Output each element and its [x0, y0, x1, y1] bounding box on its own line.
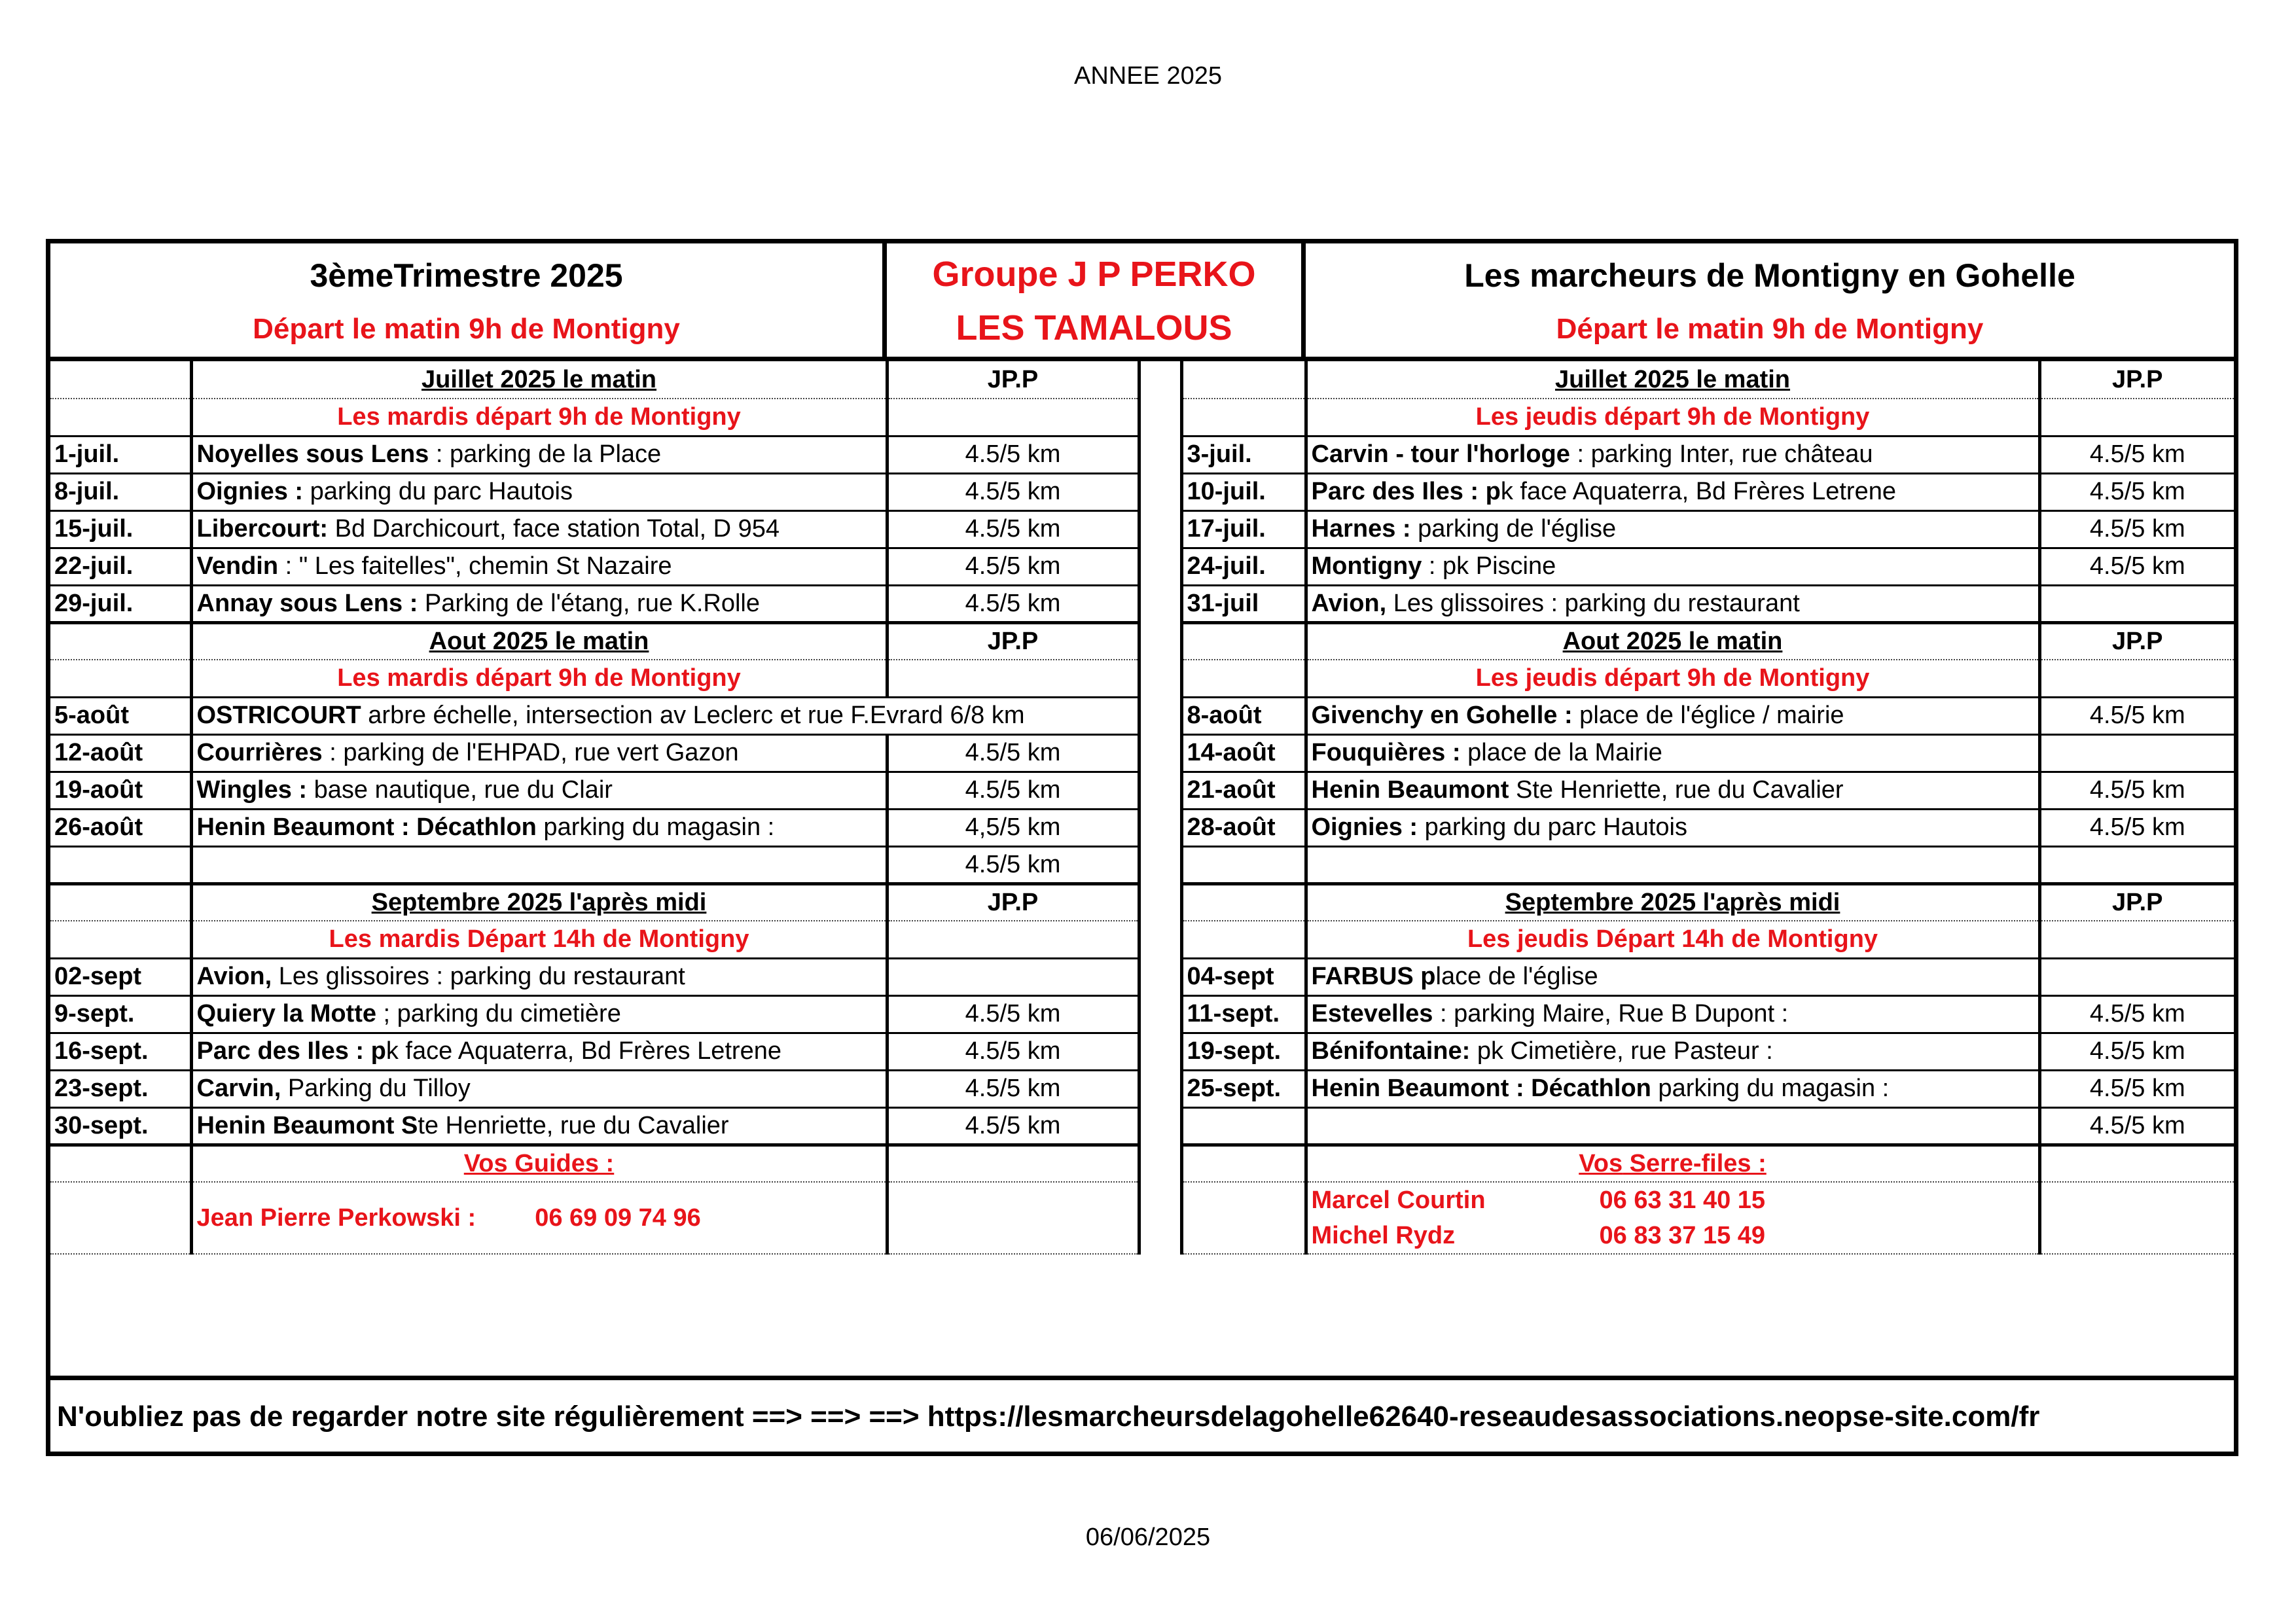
table-row — [50, 697, 2234, 734]
month-heading-tuesday: Septembre 2025 l'après midi — [191, 883, 887, 921]
walk-distance: 4,5/5 km — [887, 809, 1139, 846]
walk-location — [1306, 585, 2039, 622]
notice-text: N'oubliez pas de regarder notre site régulièrement ==> ==> ==> — [57, 1400, 927, 1433]
walk-date — [1181, 1107, 1306, 1145]
guide-column-label: JP.P — [887, 361, 1139, 399]
walk-location — [191, 772, 887, 809]
guide-column-label: JP.P — [2039, 883, 2234, 921]
serre-files-label-prefix: Vos — [1579, 1149, 1623, 1177]
walk-date: 25-sept. — [1181, 1070, 1306, 1107]
walk-place: Oignies : — [1311, 813, 1418, 841]
table-row — [50, 809, 2234, 846]
walk-distance — [2039, 846, 2234, 883]
table-row — [50, 585, 2234, 622]
walk-detail: Les glissoires : parking du restaurant — [272, 963, 685, 990]
walk-location — [1306, 958, 2039, 995]
walk-location — [191, 510, 887, 548]
walk-detail: parking du parc Hautois — [1418, 813, 1687, 841]
group-name: Groupe J P PERKO — [932, 255, 1256, 294]
serre-file-entry — [1312, 1183, 2034, 1218]
walk-place: Courrières — [196, 739, 323, 766]
walk-date: 24-juil. — [1181, 548, 1306, 585]
spacer-cell — [50, 622, 191, 660]
column-divider — [1139, 436, 1181, 473]
column-divider — [1139, 399, 1181, 436]
walk-place: Annay sous Lens : — [196, 589, 418, 617]
walk-place: Libercourt: — [196, 515, 329, 543]
spacer-cell — [2039, 660, 2234, 697]
walk-location — [191, 697, 1139, 734]
walk-distance: 4.5/5 km — [887, 772, 1139, 809]
walk-place: Carvin - tour l'horloge — [1311, 440, 1570, 468]
walk-detail: Les glissoires : parking du restaurant — [1386, 589, 1800, 617]
club-name: Les marcheurs de Montigny en Gohelle — [1464, 257, 2075, 294]
walk-place: Henin Beaumont S — [196, 1111, 418, 1139]
walk-location — [1306, 809, 2039, 846]
walk-distance: 4.5/5 km — [887, 548, 1139, 585]
walk-date — [1181, 846, 1306, 883]
walk-distance: 4.5/5 km — [2039, 436, 2234, 473]
spacer-cell — [2039, 1145, 2234, 1182]
header-left — [50, 243, 887, 361]
departure-tuesday: Les mardis Départ 14h de Montigny — [191, 921, 887, 958]
column-divider — [1139, 622, 1181, 660]
serre-file-phone: 06 83 37 15 49 — [1599, 1222, 1766, 1249]
walk-date: 1-juil. — [50, 436, 191, 473]
walk-detail: Bd Darchicourt, face station Total, D 954 — [328, 515, 780, 543]
walk-date: 9-sept. — [50, 995, 191, 1033]
page-title: ANNEE 2025 — [1073, 62, 1222, 90]
serre-files-label — [1306, 1145, 2039, 1182]
departure-note-right: Départ le matin 9h de Montigny — [1556, 313, 1984, 345]
column-divider — [1139, 734, 1181, 772]
group-subtitle: LES TAMALOUS — [956, 308, 1232, 348]
guide-contact — [191, 1182, 887, 1254]
walk-detail: Ste Henriette, rue du Cavalier — [1509, 776, 1844, 804]
column-divider — [1139, 883, 1181, 921]
walk-detail: base nautique, rue du Clair — [307, 776, 613, 804]
departure-note-left: Départ le matin 9h de Montigny — [253, 313, 680, 345]
walk-date: 17-juil. — [1181, 510, 1306, 548]
column-divider — [1139, 846, 1181, 883]
walk-date: 16-sept. — [50, 1033, 191, 1070]
walk-date: 8-août — [1181, 697, 1306, 734]
walk-distance: 4.5/5 km — [887, 585, 1139, 622]
walk-location — [191, 548, 887, 585]
walk-distance: 4.5/5 km — [2039, 772, 2234, 809]
column-divider — [1139, 1033, 1181, 1070]
spacer-cell — [50, 399, 191, 436]
walk-place: Montigny — [1311, 552, 1422, 580]
guide-column-label: JP.P — [887, 883, 1139, 921]
walk-detail: parking du parc Hautois — [303, 478, 573, 505]
walk-detail: : " Les faitelles", chemin St Nazaire — [278, 552, 672, 580]
walk-detail: : parking Maire, Rue B Dupont : — [1433, 1000, 1789, 1027]
serre-files-label-text: Serre-files : — [1623, 1149, 1767, 1177]
walk-date: 8-juil. — [50, 473, 191, 510]
spacer-cell — [887, 1182, 1139, 1254]
walk-date: 26-août — [50, 809, 191, 846]
website-link[interactable]: https://lesmarcheursdelagohelle62640-reseaudesassociations.neopse-site.com/fr — [927, 1400, 2040, 1433]
walk-location — [191, 1070, 887, 1107]
walks-grid-body — [50, 361, 2234, 1254]
walk-date: 5-août — [50, 697, 191, 734]
column-divider — [1139, 1145, 1181, 1182]
table-row — [50, 436, 2234, 473]
spacer-cell — [50, 660, 191, 697]
walk-place: OSTRICOURT — [196, 702, 361, 729]
walk-detail: arbre échelle, intersection av Leclerc et rue F.Evrard 6/8 km — [361, 702, 1025, 729]
walk-location — [1306, 697, 2039, 734]
spacer-cell — [1181, 622, 1306, 660]
walk-location — [191, 1107, 887, 1145]
walk-detail: ; parking du cimetière — [376, 1000, 621, 1027]
departure-thursday: Les jeudis Départ 14h de Montigny — [1306, 921, 2039, 958]
table-row — [50, 958, 2234, 995]
table-row — [50, 921, 2234, 958]
column-divider — [1139, 697, 1181, 734]
walk-place: Fouquières : — [1311, 739, 1461, 766]
document-date: 06/06/2025 — [1085, 1524, 1211, 1551]
walk-place: Carvin, — [196, 1075, 281, 1102]
walk-location — [191, 958, 887, 995]
table-row — [50, 995, 2234, 1033]
walk-distance: 4.5/5 km — [2039, 1107, 2234, 1145]
walk-date: 29-juil. — [50, 585, 191, 622]
month-heading-thursday: Juillet 2025 le matin — [1306, 361, 2039, 399]
column-divider — [1139, 958, 1181, 995]
walk-distance: 4.5/5 km — [2039, 1070, 2234, 1107]
month-heading-thursday: Septembre 2025 l'après midi — [1306, 883, 2039, 921]
table-row — [50, 361, 2234, 399]
guide-column-label: JP.P — [2039, 361, 2234, 399]
walk-place: Avion, — [196, 963, 272, 990]
walk-detail: parking de l'église — [1410, 515, 1617, 543]
spacer-cell — [50, 1182, 191, 1254]
table-row — [50, 734, 2234, 772]
walk-date: 28-août — [1181, 809, 1306, 846]
walk-location — [191, 436, 887, 473]
walk-date: 30-sept. — [50, 1107, 191, 1145]
walk-detail: parking du magasin : — [536, 813, 775, 841]
walk-place: Estevelles — [1311, 1000, 1433, 1027]
column-divider — [1139, 772, 1181, 809]
walk-location — [1306, 436, 2039, 473]
departure-tuesday: Les mardis départ 9h de Montigny — [191, 660, 887, 697]
header-center — [887, 243, 1306, 361]
walk-place: Quiery la Motte — [196, 1000, 376, 1027]
table-row — [50, 622, 2234, 660]
column-divider — [1139, 473, 1181, 510]
table-row — [50, 1033, 2234, 1070]
departure-thursday: Les jeudis départ 9h de Montigny — [1306, 660, 2039, 697]
walk-date: 10-juil. — [1181, 473, 1306, 510]
walk-detail: : pk Piscine — [1422, 552, 1556, 580]
column-divider — [1139, 809, 1181, 846]
walk-date: 14-août — [1181, 734, 1306, 772]
walk-detail: Parking du Tilloy — [281, 1075, 471, 1102]
guides-label: Vos Guides : — [191, 1145, 887, 1182]
walk-detail: te Henriette, rue du Cavalier — [418, 1111, 729, 1139]
walk-place: Oignies : — [196, 478, 304, 505]
spacer-cell — [1181, 1145, 1306, 1182]
walk-detail: place de l'églice / mairie — [1572, 702, 1844, 729]
spacer-cell — [887, 660, 1139, 697]
walk-date: 19-sept. — [1181, 1033, 1306, 1070]
walk-distance: 4.5/5 km — [887, 436, 1139, 473]
walk-location — [191, 585, 887, 622]
walk-place: Bénifontaine: — [1311, 1037, 1471, 1065]
walk-detail: Parking de l'étang, rue K.Rolle — [418, 589, 761, 617]
walk-place: Parc des Iles : p — [196, 1037, 386, 1065]
column-divider — [1139, 548, 1181, 585]
walk-place: Parc des Iles : p — [1311, 478, 1501, 505]
walk-distance: 4.5/5 km — [2039, 510, 2234, 548]
walk-distance: 4.5/5 km — [887, 1107, 1139, 1145]
spacer-cell — [1181, 399, 1306, 436]
walk-distance: 4.5/5 km — [887, 995, 1139, 1033]
guide-column-label: JP.P — [887, 622, 1139, 660]
month-heading-tuesday: Aout 2025 le matin — [191, 622, 887, 660]
walk-distance: 4.5/5 km — [2039, 995, 2234, 1033]
walk-location — [191, 734, 887, 772]
walk-detail: lace de l'église — [1435, 963, 1598, 990]
column-divider — [1139, 1070, 1181, 1107]
column-divider — [1139, 921, 1181, 958]
walk-distance — [2039, 585, 2234, 622]
walk-detail: : parking de la Place — [429, 440, 662, 468]
spacer-cell — [887, 1145, 1139, 1182]
walk-location — [1306, 1070, 2039, 1107]
walk-location — [191, 809, 887, 846]
walk-distance: 4.5/5 km — [887, 1070, 1139, 1107]
walk-date: 31-juil — [1181, 585, 1306, 622]
walk-place: Henin Beaumont : Décathlon — [196, 813, 537, 841]
walk-date: 22-juil. — [50, 548, 191, 585]
table-row — [50, 1145, 2234, 1182]
spacer-cell — [50, 361, 191, 399]
table-row — [50, 883, 2234, 921]
walk-place: Harnes : — [1311, 515, 1411, 543]
walk-detail: pk Cimetière, rue Pasteur : — [1470, 1037, 1773, 1065]
serre-files-contacts — [1306, 1182, 2039, 1254]
table-row — [50, 660, 2234, 697]
walk-date: 02-sept — [50, 958, 191, 995]
serre-file-name: Michel Rydz — [1311, 1222, 1456, 1249]
spacer-cell — [1181, 660, 1306, 697]
walk-distance: 4.5/5 km — [2039, 473, 2234, 510]
walk-date — [50, 846, 191, 883]
serre-file-name: Marcel Courtin — [1311, 1186, 1486, 1214]
table-row — [50, 473, 2234, 510]
column-divider — [1139, 1107, 1181, 1145]
column-divider — [1139, 585, 1181, 622]
walks-grid — [50, 361, 2234, 1255]
departure-tuesday: Les mardis départ 9h de Montigny — [191, 399, 887, 436]
walk-location — [1306, 734, 2039, 772]
walk-detail: k face Aquaterra, Bd Frères Letrene — [386, 1037, 781, 1065]
spacer-cell — [887, 921, 1139, 958]
walk-place: FARBUS p — [1311, 963, 1436, 990]
walk-distance: 4.5/5 km — [887, 846, 1139, 883]
walk-location — [1306, 995, 2039, 1033]
spacer-cell — [887, 399, 1139, 436]
guide-phone: 06 69 09 74 96 — [535, 1204, 701, 1232]
column-divider — [1139, 995, 1181, 1033]
table-row — [50, 548, 2234, 585]
walk-location — [191, 995, 887, 1033]
walk-location — [1306, 1033, 2039, 1070]
table-row — [50, 1182, 2234, 1254]
guide-column-label: JP.P — [2039, 622, 2234, 660]
walk-detail: : parking Inter, rue château — [1570, 440, 1873, 468]
walk-date: 11-sept. — [1181, 995, 1306, 1033]
column-divider — [1139, 361, 1181, 399]
table-row — [50, 510, 2234, 548]
spacer-cell — [2039, 921, 2234, 958]
walk-distance — [2039, 958, 2234, 995]
walk-date: 21-août — [1181, 772, 1306, 809]
website-notice — [50, 1376, 2234, 1452]
walk-distance: 4.5/5 km — [2039, 697, 2234, 734]
column-divider — [1139, 510, 1181, 548]
table-row — [50, 846, 2234, 883]
walk-distance: 4.5/5 km — [2039, 1033, 2234, 1070]
table-row — [50, 1070, 2234, 1107]
walk-location — [1306, 510, 2039, 548]
walk-date: 12-août — [50, 734, 191, 772]
walk-place: Noyelles sous Lens — [196, 440, 429, 468]
month-heading-thursday: Aout 2025 le matin — [1306, 622, 2039, 660]
walk-distance: 4.5/5 km — [2039, 809, 2234, 846]
walk-detail: place de la Mairie — [1460, 739, 1662, 766]
walk-distance: 4.5/5 km — [887, 1033, 1139, 1070]
serre-file-entry — [1312, 1218, 2034, 1253]
table-row — [50, 399, 2234, 436]
walk-location — [191, 473, 887, 510]
column-divider — [1139, 660, 1181, 697]
walk-distance — [887, 958, 1139, 995]
table-row — [50, 772, 2234, 809]
walk-detail: parking du magasin : — [1651, 1075, 1890, 1102]
walk-distance: 4.5/5 km — [887, 734, 1139, 772]
walk-detail: k face Aquaterra, Bd Frères Letrene — [1500, 478, 1896, 505]
spacer-cell — [2039, 399, 2234, 436]
walk-place: Henin Beaumont — [1311, 776, 1509, 804]
schedule-table — [46, 239, 2238, 1456]
walk-place: Avion, — [1311, 589, 1387, 617]
month-heading-tuesday: Juillet 2025 le matin — [191, 361, 887, 399]
walk-distance: 4.5/5 km — [887, 510, 1139, 548]
walk-location — [191, 1033, 887, 1070]
walk-detail: : parking de l'EHPAD, rue vert Gazon — [322, 739, 739, 766]
spacer-cell — [50, 883, 191, 921]
walk-location — [1306, 1107, 2039, 1145]
walk-location — [1306, 548, 2039, 585]
guide-name: Jean Pierre Perkowski : — [196, 1204, 476, 1232]
walk-location — [1306, 772, 2039, 809]
walk-location — [1306, 846, 2039, 883]
spacer-cell — [1181, 361, 1306, 399]
walk-place: Givenchy en Gohelle : — [1311, 702, 1573, 729]
spacer-cell — [1181, 883, 1306, 921]
spacer-cell — [50, 921, 191, 958]
walk-date: 19-août — [50, 772, 191, 809]
spacer-cell — [2039, 1182, 2234, 1254]
trimester-title: 3èmeTrimestre 2025 — [310, 257, 623, 294]
spacer-cell — [50, 1145, 191, 1182]
header-right — [1306, 243, 2234, 361]
walk-distance: 4.5/5 km — [2039, 548, 2234, 585]
spacer-cell — [1181, 921, 1306, 958]
walk-distance: 4.5/5 km — [887, 473, 1139, 510]
walk-place: Wingles : — [196, 776, 308, 804]
departure-thursday: Les jeudis départ 9h de Montigny — [1306, 399, 2039, 436]
walk-place: Vendin — [196, 552, 279, 580]
walk-date: 04-sept — [1181, 958, 1306, 995]
walk-date: 3-juil. — [1181, 436, 1306, 473]
walk-location — [1306, 473, 2039, 510]
serre-file-phone: 06 63 31 40 15 — [1599, 1186, 1766, 1214]
column-divider — [1139, 1182, 1181, 1254]
table-row — [50, 1107, 2234, 1145]
walk-place: Henin Beaumont : Décathlon — [1311, 1075, 1651, 1102]
walk-date: 15-juil. — [50, 510, 191, 548]
spacer-cell — [1181, 1182, 1306, 1254]
walk-location — [191, 846, 887, 883]
walk-distance — [2039, 734, 2234, 772]
walk-date: 23-sept. — [50, 1070, 191, 1107]
